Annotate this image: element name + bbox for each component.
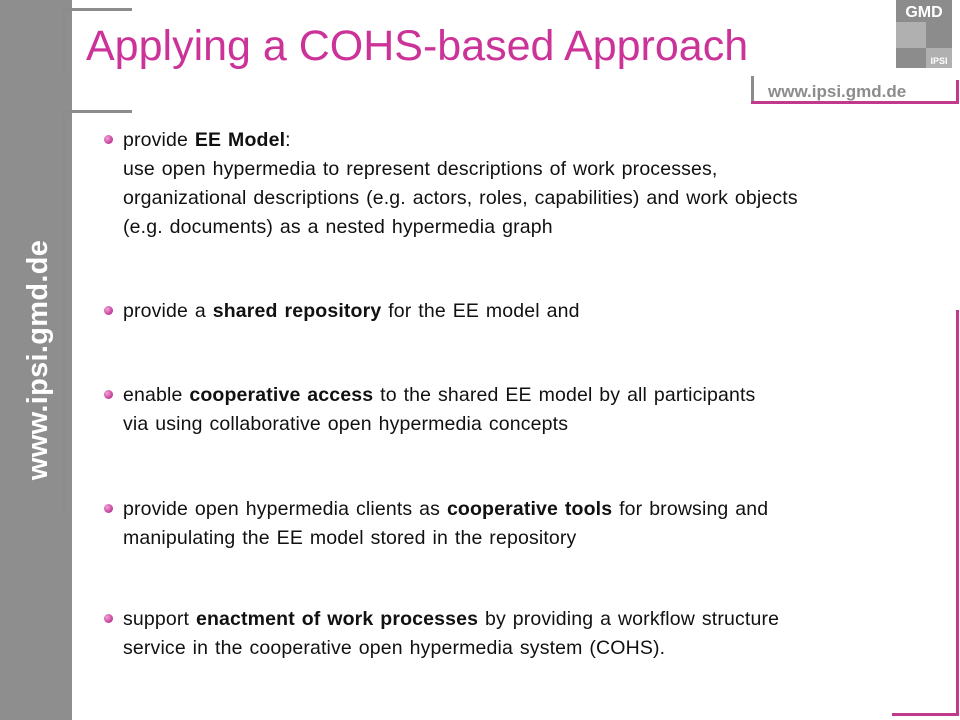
- text-run: use open hypermedia to represent descriptions of work processes,: [123, 158, 718, 180]
- text-run: provide: [123, 129, 195, 151]
- bold-term: EE Model: [194, 129, 286, 151]
- bullet-item: [104, 297, 940, 326]
- bullet-item: [104, 495, 940, 553]
- text-run: support: [123, 608, 196, 630]
- page-title: Applying a COHS-based Approach: [86, 22, 749, 70]
- bullet-text: [123, 297, 940, 326]
- content-bracket-bottom: [892, 713, 959, 716]
- bullet-text: [123, 126, 940, 242]
- bullet-icon: [104, 504, 113, 513]
- bullet-line: [123, 297, 940, 326]
- bullet-icon: [104, 390, 113, 399]
- text-run: via using collaborative open hypermedia concepts: [123, 413, 569, 435]
- bullet-line: [123, 605, 940, 634]
- bullet-text: [123, 495, 940, 553]
- header-url: www.ipsi.gmd.de: [768, 82, 907, 101]
- gmd-ipsi-logo: [896, 0, 952, 72]
- logo-ipsi-text: IPSI: [930, 56, 948, 66]
- bold-term: enactment of work processes: [195, 608, 479, 630]
- text-run: :: [285, 129, 291, 151]
- text-run: by providing a workflow structure: [478, 608, 780, 630]
- title-bracket-top: [62, 8, 132, 11]
- bold-term: cooperative access: [189, 384, 374, 406]
- text-run: provide open hypermedia clients as: [123, 498, 447, 520]
- title-bracket-left: [62, 8, 65, 74]
- text-run: to the shared EE model by all participants: [373, 384, 756, 406]
- bullet-icon: [104, 306, 113, 315]
- bold-term: cooperative tools: [446, 498, 613, 520]
- content-bracket-top: [62, 110, 132, 113]
- text-run: organizational descriptions (e.g. actors, roles, capabilities) and work objects: [123, 187, 798, 209]
- bullet-item: [104, 381, 940, 439]
- bullet-text: [123, 605, 940, 663]
- bullet-icon: [104, 614, 113, 623]
- bullet-line: [123, 410, 940, 439]
- bullet-line: [123, 495, 940, 524]
- bullet-line: [123, 634, 940, 663]
- bullet-line: [123, 381, 940, 410]
- bullet-line: [123, 155, 940, 184]
- text-run: provide a: [123, 300, 213, 322]
- text-run: (e.g. documents) as a nested hypermedia graph: [123, 216, 553, 238]
- content-bracket-left: [62, 112, 65, 512]
- content-bracket-right: [956, 310, 959, 716]
- text-run: manipulating the EE model stored in the repository: [123, 527, 577, 549]
- text-run: for browsing and: [612, 498, 769, 520]
- bullet-item: [104, 126, 940, 242]
- bold-term: shared repository: [212, 300, 382, 322]
- text-run: for the EE model and: [381, 300, 580, 322]
- bullet-icon: [104, 135, 113, 144]
- text-run: enable: [123, 384, 190, 406]
- sidebar-url: www.ipsi.gmd.de: [22, 239, 54, 481]
- bullet-line: [123, 524, 940, 553]
- logo-gmd-text: GMD: [905, 4, 943, 21]
- bullet-line: [123, 213, 940, 242]
- url-frame-left: [751, 76, 754, 103]
- bullet-text: [123, 381, 940, 439]
- text-run: service in the cooperative open hypermedia system (COHS).: [123, 637, 666, 659]
- bullet-line: [123, 184, 940, 213]
- bullet-line: [123, 126, 940, 155]
- bullet-item: [104, 605, 940, 663]
